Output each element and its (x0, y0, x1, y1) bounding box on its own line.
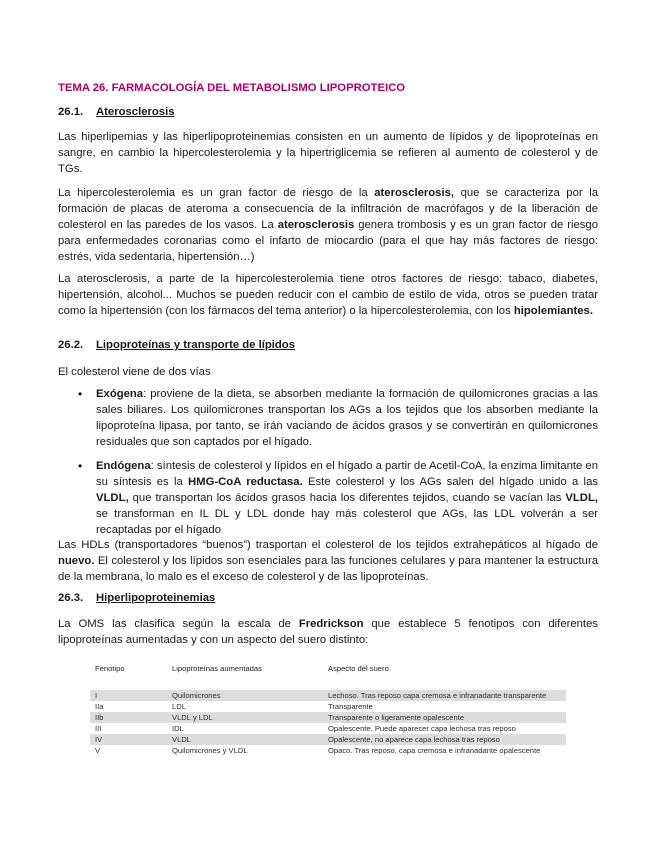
table-row: IIa LDL Transparente (95, 702, 373, 711)
section-heading-hiperlipoproteinemias (58, 592, 215, 604)
paragraph-hiperlipemias: Las hiperlipemias y las hiperlipoproteinemias consisten en un aumento de lípidos y de lipoproteínas en sangre, en cambio la hipercolesterolemia y la hipertriglicemia se refieren al aumento de colesterol y de TGs. (58, 131, 598, 175)
paragraph-hipercolesterolemia: La hipercolesterolemia es un gran factor de riesgo de la aterosclerosis, que se caracteriza por la formación de placas de ateroma a consecuencia de la infiltración de macrófagos y de la liberación de colesterol en las paredes de los vasos. La aterosclerosis genera trombosis y es un gran factor de riesgo para enfermedades coronarias como el infarto de miocardio (para el que hay más factores de riesgo: estrés, vida sedentaria, hipertensión…) (58, 187, 598, 263)
section-heading-lipoproteinas (58, 339, 295, 351)
table-row: III IDL Opalescente. Puede aparecer capa lechosa tras reposo (95, 724, 516, 733)
paragraph-hdl: Las HDLs (transportadores “buenos”) trasportan el colesterol de los tejidos extrahepáticos al hígado de nuevo. El colesterol y los lípidos son esenciales para las funciones celulares y para mantener la estructura de la membrana, lo malo es el exceso de colesterol y de las lipoproteínas. (58, 539, 598, 583)
section-number: 26.1. (58, 106, 84, 118)
column-header: Aspecto del suero (328, 664, 389, 673)
section-label: Aterosclerosis (96, 106, 175, 118)
section-label: Hiperlipoproteinemias (96, 592, 216, 604)
bullet-list (58, 386, 598, 538)
table-row: IV VLDL Opalescente, no aparece capa lechosa tras reposo (90, 734, 566, 745)
paragraph-fredrickson: La OMS las clasifica según la escala de Fredrickson que establece 5 fenotipos con diferentes lipoproteínas aumentadas y con un aspecto del suero distinto: (58, 618, 598, 646)
table-row: V Quilomicrones y VLDL Opaco. Tras reposo, capa cremosa e infranadante opalescente (95, 746, 541, 755)
section-label: Lipoproteínas y transporte de lípidos (96, 339, 295, 351)
fredrickson-table (90, 664, 566, 756)
column-header: Lipoproteínas aumentadas (172, 664, 262, 673)
bullet-icon: • (78, 387, 83, 401)
paragraph-intro-vias: El colesterol viene de dos vías (58, 366, 211, 378)
section-number: 26.3. (58, 592, 84, 604)
list-item-exogena: • Exógena: proviene de la dieta, se absorben mediante la formación de quilomicrones gracias a las sales biliares. Los quilomicrones transportan los AGs a los tejidos que los absorben mediante la lipoproteína lipasa, por tanto, se irán vaciando de ácidos grasos y se convertirán en quilomicrones residuales que son captados por el hígado. (78, 387, 598, 448)
table-header-row (90, 664, 566, 690)
list-item-endogena: • Endógena: síntesis de colesterol y lípidos en el hígado a partir de Acetil-CoA, la enzima limitante en su síntesis es la HMG-CoA reductasa. Este colesterol y los AGs salen del hígado unido a las VLDL, que transportan los ácidos grasos hacia los diferentes tejidos, cuando se vacían las VLDL, se transforman en IL DL y LDL donde hay más colesterol que AGs, las LDL volverán a ser recaptadas por el hígado (78, 459, 598, 536)
section-number: 26.2. (58, 339, 84, 351)
paragraph-factores-riesgo: La aterosclerosis, a parte de la hipercolesterolemia tiene otros factores de riesgo: tabaco, diabetes, hipertensión, alcohol... Muchos se pueden reducir con el cambio de estilo de vida, otros se pueden tratar como la hipertensión (con los fármacos del tema anterior) o la hipercolesterolemia, con los hipolemiantes. (58, 273, 598, 317)
section-heading-aterosclerosis (58, 106, 175, 118)
table-row: IIb VLDL y LDL Transparente o ligeramente opalescente (90, 712, 566, 723)
page-title: TEMA 26. FARMACOLOGÍA DEL METABOLISMO LIPOPROTEICO (58, 82, 406, 94)
column-header: Fenotipo (95, 664, 125, 673)
bullet-icon: • (78, 459, 83, 473)
table-row: I Quilomicrones Lechoso. Tras reposo capa cremosa e infranadante transparente (90, 690, 566, 701)
